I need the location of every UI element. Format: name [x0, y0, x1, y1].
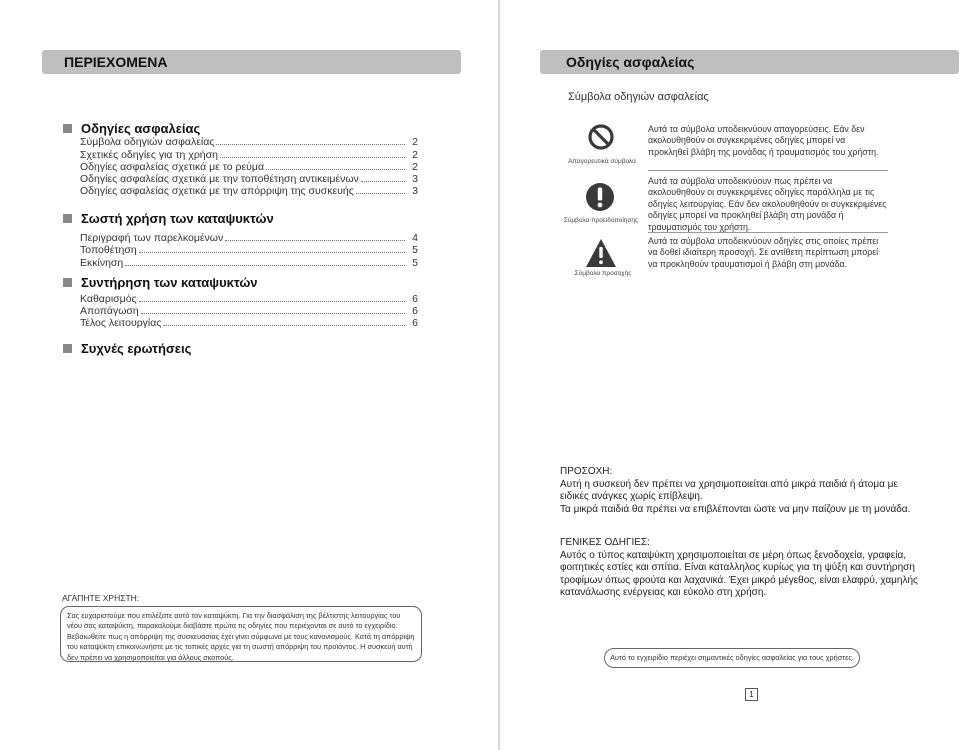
toc-item[interactable]: [80, 316, 418, 329]
toc-item-label: Αποπάγωση: [80, 305, 139, 317]
toc-item[interactable]: [80, 135, 418, 148]
toc-leader: [266, 169, 405, 170]
square-bullet-icon: [63, 344, 72, 353]
toc-leader: [356, 193, 405, 194]
toc-leader: [163, 325, 405, 326]
toc-page-number: 3: [412, 185, 418, 197]
square-bullet-icon: [63, 278, 72, 287]
symbol-caption: Σύμβολα προσοχής: [574, 270, 632, 277]
toc-item[interactable]: [80, 243, 418, 256]
general-line: κατανάλωσης ενέργειας και εύκολο στη χρήση.: [560, 587, 767, 599]
toc-section-maintenance[interactable]: [63, 275, 258, 290]
toc-item-label: Οδηγίες ασφαλείας σχετικά με την τοποθέτηση αντικειμένων: [80, 173, 359, 185]
symbol-caption: Σύμβολα προειδοποίησης: [563, 217, 639, 224]
toc-leader: [220, 157, 405, 158]
toc-page-number: 6: [412, 317, 418, 329]
general-title: ΓΕΝΙΚΕΣ ΟΔΗΓΙΕΣ:: [560, 537, 650, 548]
warning-triangle-icon: [585, 238, 617, 268]
toc-leader: [225, 240, 405, 241]
dear-user-box: [60, 606, 422, 662]
toc-page-number: 5: [412, 257, 418, 269]
toc-section-faq[interactable]: [63, 341, 191, 356]
toc-leader: [216, 144, 405, 145]
toc-section-title: Οδηγίες ασφαλείας: [81, 121, 201, 136]
toc-item-label: Καθαρισμός: [80, 293, 137, 305]
square-bullet-icon: [63, 124, 72, 133]
manual-note-box: [604, 648, 860, 668]
toc-leader: [361, 181, 405, 182]
prohibition-icon: [588, 124, 614, 150]
toc-leader: [141, 313, 405, 314]
toc-page-number: 4: [412, 232, 418, 244]
toc-leader: [139, 301, 405, 302]
general-line: φοιτητικές εστίες και σπίτια. Είναι καταλληλος κυρίως για τη ψύξη και συντήρηση: [560, 562, 915, 574]
toc-section-title: Συχνές ερωτήσεις: [81, 341, 192, 356]
toc-leader: [125, 265, 405, 266]
toc-item[interactable]: [80, 184, 418, 197]
toc-item-label: Περιγραφή των παρελκομένων: [80, 232, 224, 244]
manual-note-text: Αυτό το εγχειρίδιο περιέχει σημαντικές οδηγίες ασφαλείας για τους χρήστες.: [610, 653, 854, 662]
general-line: τροφίμων όπως φρούτα και λαχανικά. Έχει μικρό μέγεθος, είναι ελαφρύ, χαμηλής: [560, 574, 918, 586]
toc-page-number: 2: [412, 161, 418, 173]
dear-user-title: ΑΓΑΠΗΤΕ ΧΡΗΣΤΗ:: [62, 593, 140, 603]
toc-item-label: Οδηγίες ασφαλείας σχετικά με το ρεύμα: [80, 161, 265, 173]
symbol-description: Αυτά τα σύμβολα υποδεικνύουν πως πρέπει να ακολουθηθούν οι συγκεκριμένες οδηγίες παράλληλα με τις οδηγίες λειτουργίας. Εάν δεν ακολουθηθούν οι συγκεκριμένες οδηγίες μπορεί να προκληθεί βλάβη στη μονάδα ή τραυματισμός του χρήστη.: [648, 176, 887, 232]
toc-section-usage[interactable]: [63, 211, 274, 226]
symbol-description: Αυτά τα σύμβολα υποδεικνύουν οδηγίες στις οποίες πρέπει να δοθεί ιδιαίτερη προσοχή. Σε αντίθετη περίπτωση μπορεί να προκληθούν τραυματισμοί ή βλάβη στη μονάδα.: [648, 236, 879, 269]
symbol-separator: [648, 232, 888, 233]
caution-line: ειδικές ανάγκες χωρίς επίβλεψη.: [560, 491, 703, 503]
general-block: [560, 537, 950, 600]
toc-page-number: 3: [412, 173, 418, 185]
contents-header-bar: [42, 50, 461, 74]
caution-line: Τα μικρά παιδιά θα πρέπει να επιβλέπονται ώστε να μην παίζουν με τη μονάδα.: [560, 503, 911, 515]
square-bullet-icon: [63, 214, 72, 223]
toc-page-number: 2: [412, 136, 418, 148]
symbols-subtitle: Σύμβολα οδηγιών ασφαλείας: [568, 91, 709, 103]
toc-page-number: 5: [412, 244, 418, 256]
toc-item[interactable]: [80, 256, 418, 269]
toc-section-title: Σωστή χρήση των καταψυκτών: [81, 211, 274, 226]
contents-header: ΠΕΡΙΕΧΟΜΕΝΑ: [64, 54, 168, 70]
toc-item-label: Τέλος λειτουργίας: [80, 317, 162, 329]
toc-item-label: Οδηγίες ασφαλείας σχετικά με την απόρριψη της συσκευής: [80, 185, 354, 197]
toc-item-label: Εκκίνηση: [80, 257, 124, 269]
general-line: Αυτός ο τύπος καταψύκτη χρησιμοποιείται σε μέρη όπως ξενοδοχεία, γραφεία,: [560, 549, 907, 561]
symbol-description: Αυτά τα σύμβολα υποδεικνύουν απαγορεύσεις. Εάν δεν ακολουθηθούν οι συγκεκριμένες οδηγίες μπορεί να προκληθεί βλάβη της μονάδας ή τραυματισμός του χρήστη.: [648, 124, 879, 157]
caution-title: ΠΡΟΣΟΧΗ:: [560, 466, 613, 477]
toc-section-title: Συντήρηση των καταψυκτών: [81, 275, 258, 290]
toc-item-label: Τοποθέτηση: [80, 244, 137, 256]
toc-leader: [139, 252, 405, 253]
exclamation-circle-icon: [585, 182, 615, 212]
toc-item-label: Σχετικές οδηγίες για τη χρήση: [80, 149, 218, 161]
toc-section-safety[interactable]: [63, 121, 200, 136]
toc-page-number: 6: [412, 305, 418, 317]
toc-page-number: 2: [412, 149, 418, 161]
toc-item-label: Σύμβολα οδηγιών ασφαλείας: [80, 136, 215, 148]
page-divider: [498, 0, 500, 750]
caution-block: [560, 466, 950, 516]
dear-user-text: Σας ευχαριστούμε που επιλέξατε αυτό τον καταψύκτη. Για την διασφάλιση της βέλτιστης λειτουργίας του νέου σας καταψύκτη, παρακαλούμε διαβάστε πρώτα τις οδηγίες που περιέχονται σε αυτό το εγχειρίδιο. Βεβαιωθείτε πως η απόρριψη της συσκευασίας έχει γίνει σύμφωνα με τους κανονισμούς. Κατά τη απόρριψη του καταψύκτη επικοινωνήστε με τις τοπικές αρχές για τη σωστή απόρριψη του προϊόντος. Η συσκευή αυτή δεν πρέπει να χρησιμοποιείται για άλλους σκοπούς.: [67, 611, 415, 662]
symbol-separator: [648, 170, 888, 171]
page-number: 1: [745, 688, 758, 701]
safety-header: Οδηγίες ασφαλείας: [566, 54, 695, 70]
caution-line: Αυτή η συσκευή δεν πρέπει να χρησιμοποιείται από μικρά παιδιά ή άτομα με: [560, 478, 898, 490]
safety-header-bar: [540, 50, 959, 74]
symbol-caption: Απαγορευτικά σύμβολα: [568, 158, 636, 165]
toc-page-number: 6: [412, 293, 418, 305]
